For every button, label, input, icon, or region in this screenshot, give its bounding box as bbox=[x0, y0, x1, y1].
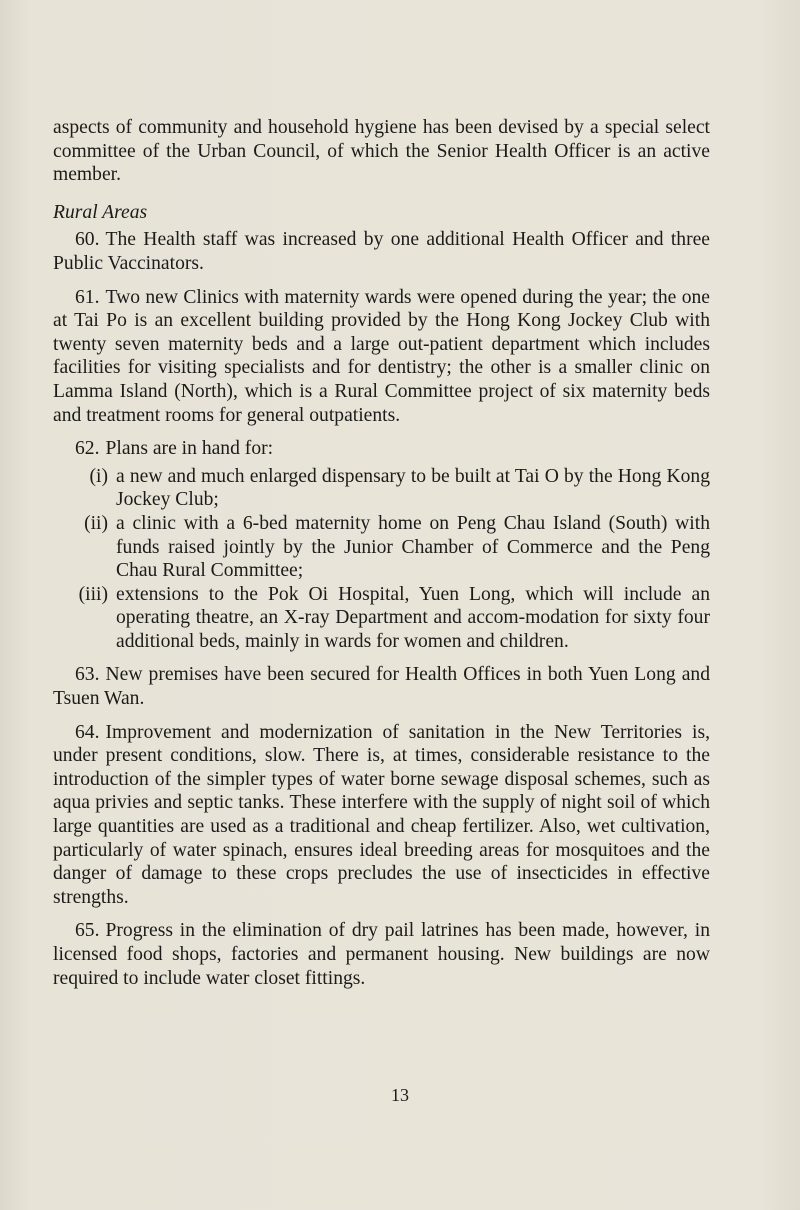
list-marker: (iii) bbox=[78, 583, 108, 605]
paragraph-62 bbox=[53, 437, 710, 461]
list-item-text: a new and much enlarged dispensary to be built at Tai O by the Hong Kong Jockey Club; bbox=[116, 465, 710, 511]
paragraph-text: Plans are in hand for: bbox=[105, 438, 274, 460]
list-marker: (ii) bbox=[84, 512, 108, 534]
list-item bbox=[53, 583, 710, 654]
paragraph-60 bbox=[53, 228, 710, 275]
paragraph-65 bbox=[53, 919, 710, 990]
paragraph-number: 64. bbox=[75, 721, 100, 743]
list-marker: (i) bbox=[89, 465, 108, 487]
paragraph-text: The Health staff was increased by one additional Health Officer and three Public Vaccinators. bbox=[53, 229, 710, 274]
paragraph-text: New premises have been secured for Health Offices in both Yuen Long and Tsuen Wan. bbox=[53, 664, 710, 710]
document-page bbox=[53, 116, 710, 1000]
paragraph-text: Progress in the elimination of dry pail latrines has been made, however, in licensed food shops, factories and permanent housing. New buildings are now required to include water closet fittings. bbox=[53, 920, 710, 989]
paragraph-number: 60. bbox=[75, 229, 100, 251]
section-heading: Rural Areas bbox=[53, 201, 148, 223]
paragraph-text: Improvement and modernization of sanitation in the New Territories is, under present conditions, slow. There is, at times, considerable resistance to the introduction of the simpler types of water borne sewage disposal schemes, such as aqua privies and septic tanks. These interfere with the supply of night soil of which large quantities are used as a traditional and cheap fertilizer. Also, wet cultivation, particularly of water spinach, ensures ideal breeding areas for mosquitoes and the danger of damage to these crops precludes the use of insecticides in effective strengths. bbox=[53, 721, 710, 908]
paragraph-61 bbox=[53, 286, 710, 428]
plans-list bbox=[53, 465, 710, 654]
paragraph-text: Two new Clinics with maternity wards were opened during the year; the one at Tai Po is an excellent building provided by the Hong Kong Jockey Club with twenty seven maternity beds and a large out-patient department which includes facilities for visiting specialists and for dentistry; the other is a smaller clinic on Lamma Island (North), which is a Rural Committee project of six maternity beds and treatment rooms for general outpatients. bbox=[53, 286, 710, 426]
paragraph-63 bbox=[53, 663, 710, 710]
list-item-text: extensions to the Pok Oi Hospital, Yuen Long, which will include an operating theatre, an X-ray Department and accom-modation for sixty four additional beds, mainly in wards for women and children. bbox=[116, 583, 710, 652]
paragraph-number: 61. bbox=[75, 286, 100, 308]
paragraph-number: 63. bbox=[75, 664, 100, 686]
page-number: 13 bbox=[391, 1085, 409, 1105]
paragraph-number: 65. bbox=[75, 920, 100, 942]
list-item bbox=[53, 465, 710, 512]
list-item bbox=[53, 512, 710, 583]
list-item-text: a clinic with a 6-bed maternity home on Peng Chau Island (South) with funds raised jointly by the Junior Chamber of Commerce and the Peng Chau Rural Committee; bbox=[116, 512, 710, 582]
opening-paragraph: aspects of community and household hygiene has been devised by a special select committee of the Urban Council, of which the Senior Health Officer is an active member. bbox=[53, 117, 710, 186]
paragraph-64 bbox=[53, 721, 710, 910]
paragraph-number: 62. bbox=[75, 438, 100, 460]
